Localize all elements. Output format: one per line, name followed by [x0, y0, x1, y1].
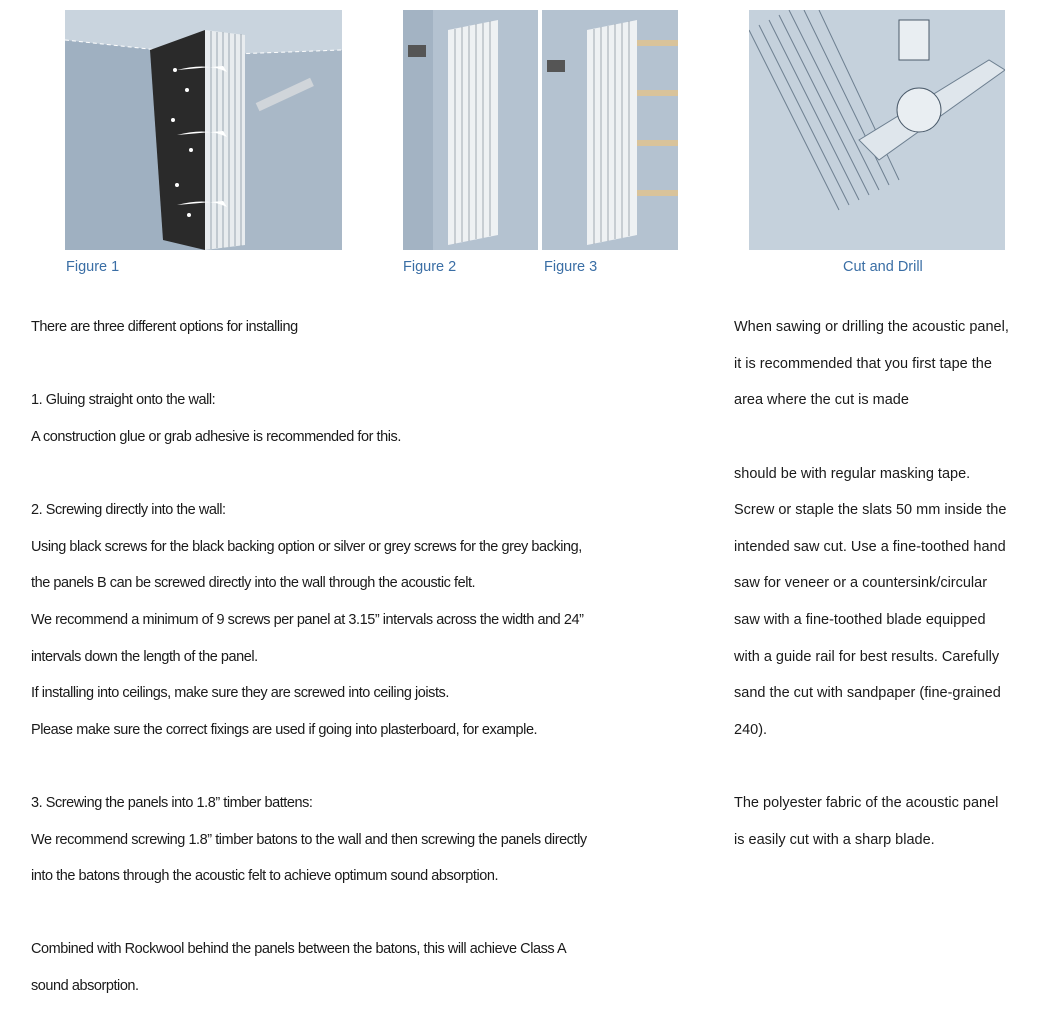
figure-3-battens-illustration [542, 10, 678, 250]
installation-options-text [31, 300, 711, 1014]
figure-3-caption: Figure 3 [544, 259, 598, 275]
option-1-title: 1. Gluing straight onto the wall: [31, 392, 216, 409]
cut-and-drill-caption: Cut and Drill [843, 259, 923, 275]
option-2-line: We recommend a minimum of 9 screws per panel at 3.15” intervals across the width and 24” [31, 612, 584, 629]
option-2-title: 2. Screwing directly into the wall: [31, 502, 226, 519]
para-1-line: When sawing or drilling the acoustic panel, [734, 319, 1009, 336]
closing-line: sound absorption. [31, 977, 139, 994]
para-1-line: it is recommended that you first tape the [734, 355, 992, 372]
figure-2-screw-wall-illustration [403, 10, 538, 250]
para-2-line: sand the cut with sandpaper (fine-grained [734, 685, 1001, 702]
figure-2-caption: Figure 2 [403, 259, 457, 275]
option-1-body: A construction glue or grab adhesive is recommended for this. [31, 429, 401, 446]
intro-text: There are three different options for installing [31, 319, 298, 336]
para-2-line: with a guide rail for best results. Carefully [734, 648, 1000, 665]
para-2-line: Screw or staple the slats 50 mm inside the [734, 502, 1007, 519]
option-2-line: Please make sure the correct fixings are used if going into plasterboard, for example. [31, 721, 538, 738]
para-2-line: should be with regular masking tape. [734, 465, 971, 482]
closing-line: Combined with Rockwool behind the panels between the batons, this will achieve Class A [31, 941, 567, 958]
para-2-line: saw with a fine-toothed blade equipped [734, 612, 986, 629]
figure-1-caption: Figure 1 [66, 259, 120, 275]
para-3-line: is easily cut with a sharp blade. [734, 831, 935, 848]
option-3-title: 3. Screwing the panels into 1.8” timber battens: [31, 795, 313, 812]
cut-and-drill-illustration [749, 10, 1005, 250]
option-2-line: If installing into ceilings, make sure they are screwed into ceiling joists. [31, 685, 449, 702]
para-1-line: area where the cut is made [734, 392, 909, 409]
option-3-line: into the batons through the acoustic felt to achieve optimum sound absorption. [31, 868, 499, 885]
cut-and-drill-text [734, 300, 1054, 867]
option-2-line: intervals down the length of the panel. [31, 648, 258, 665]
option-2-line: Using black screws for the black backing option or silver or grey screws for the grey backing, [31, 538, 582, 555]
option-3-line: We recommend screwing 1.8” timber batons to the wall and then screwing the panels directly [31, 831, 587, 848]
para-2-line: 240). [734, 721, 768, 738]
figure-1-gluing-illustration [65, 10, 342, 250]
para-3-line: The polyester fabric of the acoustic panel [734, 795, 999, 812]
para-2-line: saw for veneer or a countersink/circular [734, 575, 988, 592]
para-2-line: intended saw cut. Use a fine-toothed hand [734, 538, 1006, 555]
option-2-line: the panels B can be screwed directly into the wall through the acoustic felt. [31, 575, 476, 592]
